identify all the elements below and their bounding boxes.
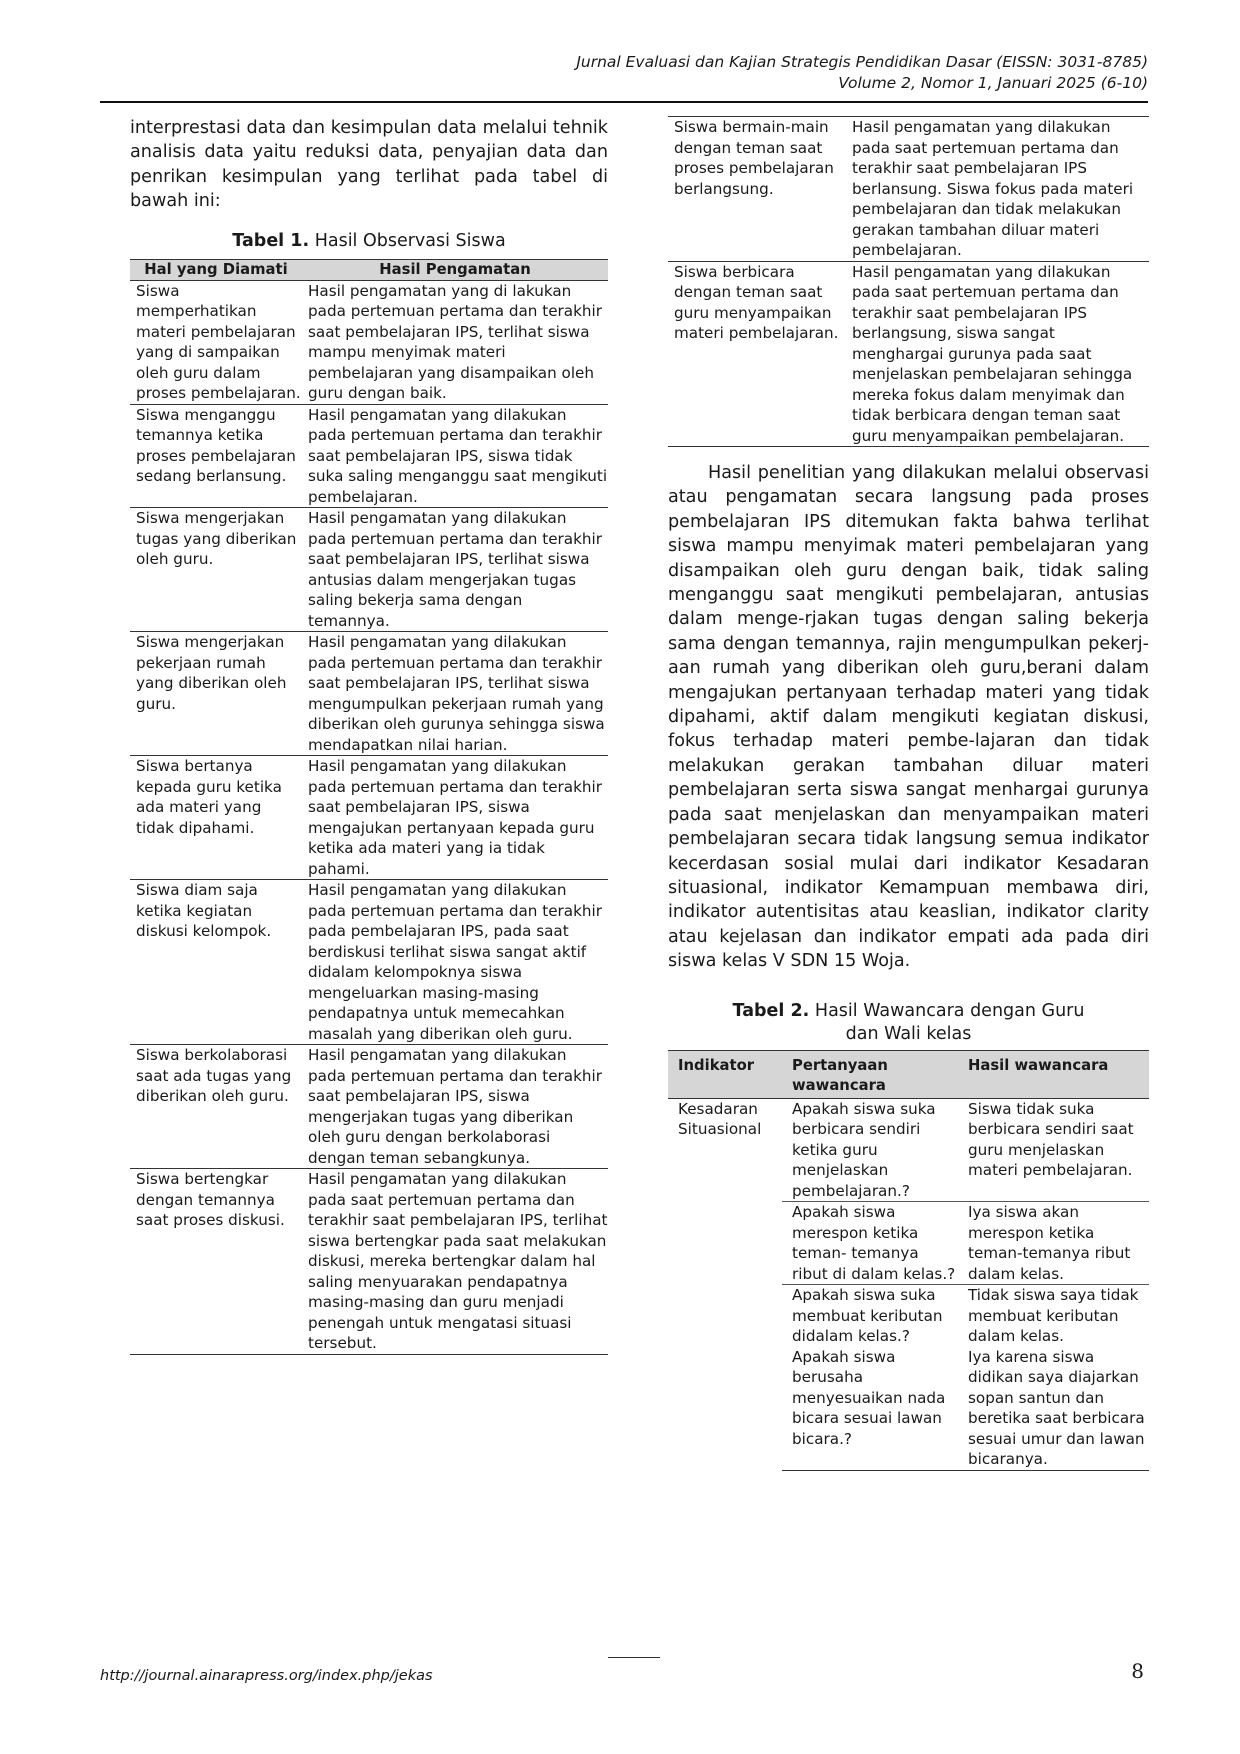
journal-volume: Volume 2, Nomor 1, Januari 2025 (6-10) — [838, 74, 1148, 92]
observed-item: Siswa diam saja ketika kegiatan diskusi kelompok. — [130, 880, 302, 1045]
observed-item: Siswa bertanya kepada guru ketika ada materi yang tidak dipahami. — [130, 756, 302, 880]
interview-answer: Tidak siswa saya tidak membuat keributan dalam kelas. — [968, 1286, 1139, 1346]
observed-item: Siswa memperhatikan materi pembelajaran yang di sampaikan oleh guru dalam proses pembelajaran. — [130, 280, 302, 404]
table-row — [130, 632, 608, 756]
interview-question: Apakah siswa berusaha menyesuaikan nada bicara sesuai lawan bicara.? — [792, 1347, 946, 1448]
observation-result: Hasil pengamatan yang dilakukan pada saat pertemuan pertama dan terakhir saat pembelajaran IPS berlansung. Siswa fokus pada materi pembelajaran dan tidak melakukan gerakan tambahan diluar materi pembelajaran. — [846, 117, 1149, 262]
table1-caption-text: Hasil Observasi Siswa — [314, 230, 506, 251]
table-row — [130, 1169, 608, 1355]
results-paragraph: Hasil penelitian yang dilakukan melalui observasi atau pengamatan secara langsung pada proses pembelajaran IPS ditemukan fakta bahwa terlihat siswa mampu menyimak materi pembelajaran yang disampaikan oleh guru dengan baik, tidak saling menganggu saat mengikuti pembelajaran, antusias dalam menge-rjakan tugas dengan saling bekerja sama dengan temannya, rajin mengumpulkan pekerj-aan rumah yang diberikan oleh guru,berani dalam mengajukan pertanyaan terhadap materi yang tidak dipahami, aktif dalam mengikuti kegiatan diskusi, fokus terhadap materi pembe-lajaran dan tidak melakukan gerakan tambahan diluar materi pembelajaran serta siswa sangat menhargai gurunya pada saat menjelaskan dan menyampaikan materi pembelajaran secara tidak langsung semua indikator kecerdasan sosial mulai dari indikator Kesadaran situasional, indikator Kemampuan membawa diri, indikator autentisitas atau keaslian, indikator clarity atau kejelasan dan indikator empati ada pada diri siswa kelas V SDN 15 Woja. — [668, 463, 1149, 972]
footer-rule-left — [608, 1657, 660, 1658]
interview-answer-group — [958, 1285, 1149, 1471]
table2-header-answer: Hasil wawancara — [958, 1050, 1149, 1098]
table-row — [130, 1045, 608, 1169]
observed-item: Siswa mengerjakan pekerjaan rumah yang diberikan oleh guru. — [130, 632, 302, 756]
journal-title: Jurnal Evaluasi dan Kajian Strategis Pendidikan Dasar (EISSN: 3031-8785) — [576, 53, 1148, 71]
left-column — [130, 116, 608, 1355]
observed-item: Siswa mengerjakan tugas yang diberikan oleh guru. — [130, 508, 302, 632]
header-rule — [100, 101, 1148, 103]
table-row — [668, 1098, 1149, 1202]
interview-answer: Iya siswa akan merespon ketika teman-temanya ribut dalam kelas. — [958, 1202, 1149, 1285]
observation-result: Hasil pengamatan yang dilakukan pada saat pertemuan pertama dan terakhir saat pembelajaran IPS berlangsung, siswa sangat menghargai gurunya pada saat menjelaskan pembelajaran sehingga mereka fokus dalam menyimak dan tidak berbicara dengan teman saat guru menyampaikan pembelajaran. — [846, 261, 1149, 447]
table-row — [130, 880, 608, 1045]
observation-result: Hasil pengamatan yang dilakukan pada pertemuan pertama dan terakhir saat pembelajaran IPS, siswa mengerjakan tugas yang diberikan oleh guru dengan berkolaborasi dengan teman sebangkunya. — [302, 1045, 608, 1169]
page-number: 8 — [1131, 1659, 1144, 1683]
table1-caption-label: Tabel 1. — [232, 230, 310, 251]
table2-header-question: Pertanyaan wawancara — [782, 1050, 958, 1098]
table-row — [130, 508, 608, 632]
table1-caption — [130, 230, 608, 253]
table2-caption-label: Tabel 2. — [732, 1000, 810, 1021]
footer-url[interactable]: http://journal.ainarapress.org/index.php/jekas — [100, 1668, 433, 1684]
indicator-cell: Kesadaran Situasional — [678, 1099, 762, 1139]
table2-caption-text: Hasil Wawancara dengan Guru — [814, 1000, 1085, 1021]
observed-item: Siswa bermain-main dengan teman saat proses pembelajaran berlangsung. — [668, 117, 846, 262]
table2-caption-line2: dan Wali kelas — [845, 1023, 972, 1044]
table-row — [130, 280, 608, 404]
observation-result: Hasil pengamatan yang dilakukan pada pertemuan pertama dan terakhir saat pembelajaran IPS, siswa tidak suka saling menganggu saat mengikuti pembelajaran. — [302, 404, 608, 508]
table-row — [130, 404, 608, 508]
observation-result: Hasil pengamatan yang dilakukan pada pertemuan pertama dan terakhir saat pembelajaran IPS, terlihat siswa antusias dalam mengerjakan tugas saling bekerja sama dengan temannya. — [302, 508, 608, 632]
table2-caption-line1 — [668, 1000, 1149, 1023]
right-column — [668, 116, 1149, 1471]
observation-result: Hasil pengamatan yang di lakukan pada pertemuan pertama dan terakhir saat pembelajaran IPS, terlihat siswa mampu menyimak materi pembelajaran yang disampaikan oleh guru dengan baik. — [302, 280, 608, 404]
table1-observasi — [130, 259, 608, 1355]
observation-result: Hasil pengamatan yang dilakukan pada pertemuan pertama dan terakhir saat pembelajaran IPS, terlihat siswa mengumpulkan pekerjaan rumah yang diberikan oleh gurunya sehingga siswa mendapatkan nilai harian. — [302, 632, 608, 756]
interview-answer: Siswa tidak suka berbicara sendiri saat guru menjelaskan materi pembelajaran. — [958, 1098, 1149, 1202]
interview-question: Apakah siswa merespon ketika teman- temanya ribut di dalam kelas.? — [782, 1202, 958, 1285]
observed-item: Siswa berbicara dengan teman saat guru menyampaikan materi pembelajaran. — [668, 261, 846, 447]
observed-item: Siswa bertengkar dengan temannya saat proses diskusi. — [130, 1169, 302, 1355]
interview-question: Apakah siswa suka membuat keributan didalam kelas.? — [792, 1286, 943, 1346]
interview-answer: Iya karena siswa didikan saya diajarkan sopan santun dan beretika saat berbicara sesuai umur dan lawan bicaranya. — [968, 1347, 1145, 1469]
table1-header-row — [130, 259, 608, 280]
table-row — [130, 756, 608, 880]
table2-caption — [668, 1000, 1149, 1046]
observation-result: Hasil pengamatan yang dilakukan pada pertemuan pertama dan terakhir pada pembelajaran IPS, pada saat berdiskusi terlihat siswa sangat aktif didalam kelompoknya siswa mengeluarkan masing-masing pendapatnya untuk memecahkan masalah yang diberikan oleh guru. — [302, 880, 608, 1045]
observed-item: Siswa menganggu temannya ketika proses pembelajaran sedang berlansung. — [130, 404, 302, 508]
table2-header-row — [668, 1050, 1149, 1098]
table2-header-indicator: Indikator — [668, 1050, 782, 1098]
table-row — [668, 261, 1149, 447]
table2-wawancara — [668, 1050, 1149, 1471]
intro-paragraph: interprestasi data dan kesimpulan data melalui tehnik analisis data yaitu reduksi data, penyajian data dan penrikan kesimpulan yang terlihat pada tabel di bawah ini: — [130, 118, 608, 212]
interview-question-group — [782, 1285, 958, 1471]
table1-header-result: Hasil Pengamatan — [302, 259, 608, 280]
observation-result: Hasil pengamatan yang dilakukan pada saat pertemuan pertama dan terakhir saat pembelajaran IPS, terlihat siswa bertengkar pada saat melakukan diskusi, mereka bertengkar dalam hal saling menyuarakan pendapatnya masing-masing dan guru menjadi penengah untuk mengatasi situasi tersebut. — [302, 1169, 608, 1355]
observed-item: Siswa berkolaborasi saat ada tugas yang diberikan oleh guru. — [130, 1045, 302, 1169]
observation-result: Hasil pengamatan yang dilakukan pada pertemuan pertama dan terakhir saat pembelajaran IPS, siswa mengajukan pertanyaan kepada guru ketika ada materi yang ia tidak pahami. — [302, 756, 608, 880]
table1-header-item: Hal yang Diamati — [130, 259, 302, 280]
table-row — [668, 117, 1149, 262]
table1-observasi-continued — [668, 116, 1149, 447]
running-header — [576, 52, 1148, 94]
interview-question: Apakah siswa suka berbicara sendiri ketika guru menjelaskan pembelajaran.? — [782, 1098, 958, 1202]
